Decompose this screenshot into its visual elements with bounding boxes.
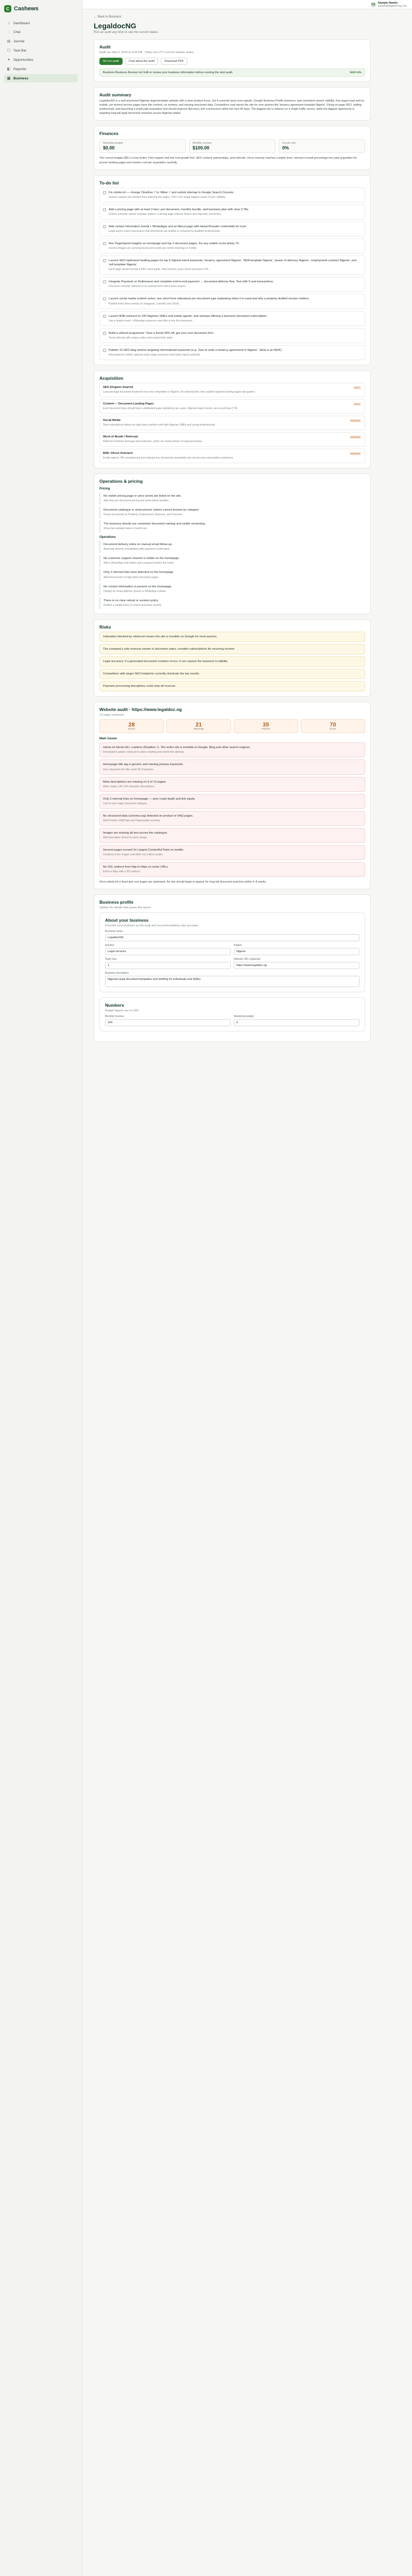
todo-item-title: Launch SEO-optimised landing pages for top 5 highest intent keywords: 'tenancy agreement Nigeria', 'NDA template Nigeria', 'power of attorney Nigeria', 'employment contract Nigeria', and 'will template Nigeria'. bbox=[109, 259, 356, 267]
acquisition-desc: Long-tail legal document keywords have low competition in Nigeria. Fix indexing first, then publish targeted landing pages and guides. bbox=[103, 390, 255, 394]
business-name-field bbox=[105, 930, 359, 941]
sidebar-item-business[interactable] bbox=[4, 74, 78, 82]
operation-desc: Group documents by Property, Employment, Business, and Personal. bbox=[104, 513, 183, 517]
field-label: Marketing budget bbox=[234, 1015, 254, 1019]
form-row bbox=[105, 958, 359, 969]
todo-item-desc: Checkout currently redirects to an external form which loses buyers. bbox=[109, 285, 186, 289]
todo-item-desc: Several images are uncompressed and scripts are render-blocking on mobile. bbox=[109, 247, 197, 250]
operation-item bbox=[99, 597, 365, 609]
acquisition-desc: Each document type should have a dedicated page explaining use cases, Nigerian legal context, and a purchase CTA. bbox=[103, 406, 238, 410]
operation-desc: Display an email address, phone or WhatsApp number. bbox=[104, 589, 167, 593]
operation-item bbox=[99, 506, 365, 518]
operation-desc: Automate delivery immediately after payment confirmation. bbox=[104, 548, 171, 551]
numbers-subtitle: Budget figures are in USD bbox=[105, 1009, 139, 1013]
page-subtitle: Run an audit any time to see the current status. bbox=[94, 31, 159, 34]
issue-item bbox=[99, 759, 365, 774]
operation-item bbox=[99, 569, 365, 581]
issue-desc: Link to each major document category. bbox=[103, 802, 147, 805]
operation-item bbox=[99, 541, 365, 553]
acquisition-name: Content — Document Landing Pages bbox=[103, 402, 154, 405]
todo-item-desc: Publish three times weekly on Instagram, LinkedIn and TikTok. bbox=[109, 302, 180, 306]
stat-label: Score bbox=[330, 728, 336, 731]
issue-item bbox=[99, 828, 365, 843]
budget-field bbox=[234, 1015, 359, 1026]
issue-item bbox=[99, 794, 365, 809]
todo-item-desc: Search crawlers are blocked from indexing key pages. This is the single biggest cause of poor visibility. bbox=[109, 195, 226, 199]
field-label: Business description bbox=[105, 972, 129, 975]
operation-item bbox=[99, 555, 365, 567]
opportunity-icon: ✦ bbox=[7, 58, 10, 62]
business-profile-card bbox=[94, 894, 371, 1042]
todo-item-title: Add a pricing page with at least 3 tiers: per-document, monthly bundle, and business plan with clear CTAs. bbox=[109, 208, 249, 211]
stat-label: Errors bbox=[128, 728, 135, 731]
todo-item-desc: Track referrals with unique codes and reward both sides. bbox=[109, 336, 174, 340]
todo-item-title: Run PageSpeed Insights on homepage and top 3 document pages. Fix any mobile score below 70. bbox=[109, 242, 240, 245]
sidebar-item-chat[interactable] bbox=[4, 28, 78, 36]
sidebar-item-opportunities[interactable] bbox=[4, 56, 78, 64]
metric-label: Growth rate bbox=[282, 142, 296, 145]
metric-value: $100.00 bbox=[193, 145, 210, 151]
business-review-notice bbox=[99, 69, 365, 77]
metric-value: 0% bbox=[282, 145, 289, 151]
content bbox=[82, 9, 412, 1057]
operation-item bbox=[99, 583, 365, 595]
priority-badge: MEDIUM bbox=[349, 452, 362, 455]
operation-desc: Publish a simple policy to reduce purchase anxiety. bbox=[104, 603, 162, 607]
stat-label: Warnings bbox=[193, 728, 204, 731]
stat-notices bbox=[234, 719, 298, 733]
revenue-input[interactable]: 100 bbox=[105, 1019, 231, 1026]
todo-item[interactable] bbox=[99, 239, 365, 253]
operation-item bbox=[99, 493, 365, 504]
brand[interactable] bbox=[4, 5, 78, 12]
operations-title: Operations & pricing bbox=[99, 478, 143, 484]
sidebar bbox=[0, 0, 82, 2576]
stat-label: Notices bbox=[262, 728, 270, 731]
home-icon: ⌂ bbox=[7, 22, 10, 25]
form-row bbox=[105, 972, 359, 987]
industry-field bbox=[105, 944, 231, 955]
checkbox-icon[interactable] bbox=[103, 191, 106, 194]
operations-card bbox=[94, 473, 371, 614]
operation-title: No customer support channel is visible on the homepage. bbox=[104, 557, 180, 561]
main bbox=[82, 0, 412, 2576]
metric-marketing-budget bbox=[99, 139, 186, 153]
issue-title: Meta descriptions are missing on 9 of 13 pages. bbox=[103, 780, 167, 784]
profile-title: Business profile bbox=[99, 900, 134, 905]
website-audit-card bbox=[94, 702, 371, 889]
acquisition-desc: Referral incentives leverage trust networks, which are strong drivers of legal purchases. bbox=[103, 439, 203, 443]
operation-desc: Show last-updated dates to build trust. bbox=[104, 527, 148, 531]
edit-info-link[interactable]: Edit info bbox=[350, 71, 362, 74]
acquisition-item bbox=[99, 449, 365, 463]
finances-card bbox=[94, 126, 371, 170]
website-footer-note: Once robots.txt is fixed and core pages are optimised, the site should begin to appear for long-tail document searches within 4–8 weeks. bbox=[99, 880, 267, 884]
user-email: sample@legaldocng.com bbox=[377, 4, 407, 8]
todo-item-desc: Each page should include a 600+ word guide, FAQ schema, and a direct purchase CTA. bbox=[109, 268, 209, 272]
operation-item bbox=[99, 520, 365, 532]
acquisition-desc: Estate agents, HR consultancies and startups buy documents repeatedly and can become subscription customers. bbox=[103, 456, 234, 460]
acquisition-name: Social Media bbox=[103, 418, 121, 422]
stat-warnings bbox=[166, 719, 231, 733]
checkbox-icon[interactable] bbox=[103, 259, 106, 262]
issue-title: Homepage title tag is generic and missing primary keywords. bbox=[103, 763, 184, 767]
reporter-icon: ◧ bbox=[7, 67, 11, 71]
summary-card bbox=[94, 87, 371, 121]
chat-icon: ◌ bbox=[7, 30, 10, 34]
checkbox-icon[interactable] bbox=[103, 315, 106, 318]
summary-title: Audit summary bbox=[99, 92, 131, 97]
todo-card bbox=[94, 175, 371, 365]
todo-item-desc: Legal buyers need reassurance that documents are drafted or reviewed by qualified professionals. bbox=[109, 229, 221, 233]
operation-title: No contact information is present on the homepage. bbox=[104, 585, 173, 588]
sidebar-item-label: Chat bbox=[13, 30, 21, 34]
todo-item-desc: Use a simple email + WhatsApp sequence and offer a free first document. bbox=[109, 319, 193, 323]
sidebar-item-label: Task Bar bbox=[13, 48, 27, 53]
form-row bbox=[105, 1015, 359, 1026]
team-size-field bbox=[105, 958, 231, 969]
todo-list bbox=[99, 188, 365, 360]
issue-title: Images are missing alt text across the catalogue. bbox=[103, 831, 168, 835]
industry-input[interactable]: Legal services bbox=[105, 948, 231, 955]
operation-title: There is no clear refund or revision policy. bbox=[104, 599, 159, 602]
team-size-input[interactable]: 1 bbox=[105, 962, 231, 969]
issue-desc: Use a keyword-rich title under 60 characters. bbox=[103, 768, 154, 771]
audit-card bbox=[94, 39, 371, 82]
sidebar-item-label: Dashboard bbox=[13, 22, 30, 25]
field-label: Website URL (optional) bbox=[234, 958, 261, 961]
acquisition-card bbox=[94, 370, 371, 468]
operation-title: No visible pricing page or price points are listed on the site. bbox=[104, 494, 182, 498]
sidebar-item-label: Opportunities bbox=[13, 58, 33, 62]
task-icon: ☐ bbox=[7, 49, 11, 53]
about-subtitle: Describe your business so the audit and recommendations stay accurate. bbox=[105, 924, 199, 928]
about-business-section bbox=[99, 912, 365, 992]
summary-text: LegaldocNG is a well-structured Nigerian legal-template website with a clear product focus, but it currently lacks trust signals, Google Business Profile presence, and consistent search visibility. Key pages load well on mobile, yet several service pages have thin content, no reviews, and missing structured data. Competitors rank above the site for core queries like 'tenancy agreement template Nigeria'. Fixing on-page SEO, adding testimonials, and launching a small paid acquisition test should improve discovery and conversions within the next 90 days. The biggest risk is reliance on a single traffic source, while the biggest opportunity is targeting long-tail legal document searches across Nigerian states. bbox=[99, 99, 365, 115]
issue-desc: Add Product, FAQPage and Organization schema. bbox=[103, 819, 161, 822]
topbar bbox=[82, 0, 412, 9]
issue-item bbox=[99, 862, 365, 877]
description-textarea[interactable]: Nigerian legal document templates and drafting for individuals and SMEs. bbox=[105, 976, 359, 987]
todo-item-title: Publish 10 SEO blog articles targeting informational keywords (e.g. 'how to write a tenancy agreement in Nigeria', 'what is an NDA'). bbox=[109, 348, 283, 352]
finances-title: Finances bbox=[99, 131, 118, 137]
finances-note: The current budget ($0) is a key limiter. Plan organic and low-cost growth first: SEO content, partnerships, and referrals. Once revenue reaches a stable level, reinvest a small percentage into paid acquisition for proven landing pages and monitor cost per acquisition carefully. bbox=[99, 157, 357, 164]
website-stats bbox=[99, 719, 365, 733]
numbers-section bbox=[99, 997, 365, 1031]
sidebar-item-task-bar[interactable] bbox=[4, 46, 78, 55]
stat-value: 70 bbox=[330, 722, 336, 728]
priority-badge: MEDIUM bbox=[349, 419, 362, 422]
issue-desc: Add descriptive alt text to every image. bbox=[103, 836, 147, 839]
checkbox-icon[interactable] bbox=[103, 208, 106, 211]
page-title: LegaldocNG bbox=[94, 22, 136, 30]
sidebar-item-reporter[interactable] bbox=[4, 65, 78, 73]
todo-item[interactable] bbox=[99, 188, 365, 202]
todo-item[interactable] bbox=[99, 256, 365, 275]
operation-title: The business should use consistent document naming and visible versioning. bbox=[104, 522, 206, 526]
risk-item: Competitors with larger SEO footprints currently dominate the top results. bbox=[99, 669, 365, 679]
operation-title: Document delivery relies on manual email follow-up. bbox=[104, 543, 173, 547]
todo-item-title: Launch social media content series: one short-form video/post per document type explaining when it is used and why a properly drafted version matters. bbox=[109, 297, 310, 301]
metric-value: $0.00 bbox=[103, 145, 115, 151]
risks-card bbox=[94, 619, 371, 697]
issue-item bbox=[99, 742, 365, 757]
sidebar-item-dashboard[interactable] bbox=[4, 20, 78, 27]
budget-input[interactable]: 0 bbox=[234, 1019, 359, 1026]
avatar: SN bbox=[371, 3, 375, 6]
acquisition-name: SEO (Organic Search) bbox=[103, 385, 133, 389]
finance-metrics bbox=[99, 139, 365, 153]
stat-score bbox=[301, 719, 365, 733]
metric-growth-rate bbox=[279, 139, 365, 153]
acquisition-desc: Short educational videos on legal topics perform well with Nigerian SMEs and young professionals. bbox=[103, 423, 216, 427]
issue-desc: Write unique 140–160 character descriptions. bbox=[103, 785, 155, 788]
acquisition-item bbox=[99, 416, 365, 430]
acquisition-item bbox=[99, 383, 365, 397]
pricing-heading: Pricing bbox=[99, 487, 110, 490]
priority-badge: MEDIUM bbox=[349, 435, 362, 439]
todo-item-title: Add contact information (email + WhatsApp) and an About page with lawyer/founder credentials for trust. bbox=[109, 225, 247, 228]
checkbox-icon[interactable] bbox=[103, 225, 106, 228]
issue-title: No SSL redirect from http to https on some URLs. bbox=[103, 866, 169, 869]
description-field bbox=[105, 972, 359, 987]
issue-desc: Immediately update robots.txt to allow crawling and submit the sitemap. bbox=[103, 751, 185, 754]
user-name: Sample Nweke bbox=[377, 1, 398, 5]
issue-title: robots.txt blocks ALL crawlers (Disallow: /). The entire site is invisible to Google, Bing and other search engines. bbox=[103, 746, 251, 750]
todo-item-title: Launch B2B outreach to 100 Nigerian SMEs and estate agents, and startups offering a business document subscription. bbox=[109, 314, 267, 318]
todo-item[interactable] bbox=[99, 345, 365, 360]
metric-label: Marketing budget bbox=[103, 142, 123, 145]
todo-item[interactable] bbox=[99, 294, 365, 309]
operation-desc: Add a WhatsApp chat button and a support email in the footer. bbox=[104, 562, 175, 565]
business-name-input[interactable]: LegaldocNG bbox=[105, 934, 359, 941]
region-field bbox=[234, 944, 359, 955]
stat-value: 28 bbox=[128, 722, 135, 728]
operation-desc: Add clear per-document pricing and subscription bundles. bbox=[104, 499, 169, 502]
operation-desc: Add internal links to high-intent document pages. bbox=[104, 575, 160, 579]
field-label: Business name bbox=[105, 930, 123, 934]
todo-item[interactable] bbox=[99, 277, 365, 292]
risks-title: Risks bbox=[99, 624, 111, 630]
cashews-logo-icon: C bbox=[4, 5, 11, 12]
user-menu[interactable] bbox=[371, 2, 407, 8]
todo-item-title: Build a referral programme: 'Give a friend 20% off, get your next document free'. bbox=[109, 331, 215, 335]
sidebar-item-label: Business bbox=[13, 76, 28, 80]
priority-badge: HIGH bbox=[353, 402, 362, 406]
user-info bbox=[378, 2, 407, 8]
acquisition-item bbox=[99, 432, 365, 447]
acquisition-name: Word of Mouth / Referrals bbox=[103, 435, 139, 438]
pages-analysed: 13 pages analysed bbox=[99, 714, 124, 717]
brand-name: Cashews bbox=[14, 6, 39, 12]
audit-meta: Audit ran May 5, 2026 at 3:04 PM · Dates are UTC Current website status. bbox=[99, 51, 195, 54]
checkbox-icon[interactable] bbox=[103, 297, 106, 300]
todo-item[interactable] bbox=[99, 328, 365, 343]
todo-item-title: Fix robots.txt — change 'Disallow: /' to 'Allow: /' and submit sitemap to Google Search Console. bbox=[109, 191, 234, 194]
risk-item: Indexation blocked by robots.txt means the site is invisible on Google for most queries. bbox=[99, 632, 365, 642]
issue-item bbox=[99, 777, 365, 792]
issue-title: No structured data (schema.org) detected on product or FAQ pages. bbox=[103, 814, 194, 818]
issue-desc: Compress hero images and defer non-critical scripts. bbox=[103, 853, 163, 857]
stat-errors bbox=[99, 719, 164, 733]
rerun-audit-button[interactable]: Re-run audit bbox=[99, 58, 123, 65]
checkbox-icon[interactable] bbox=[103, 242, 106, 245]
operation-title: Only 2 internal links were detected on the homepage. bbox=[104, 571, 174, 574]
stat-value: 21 bbox=[195, 722, 202, 728]
priority-badge: HIGH bbox=[353, 386, 362, 389]
operation-title: Document catalogue is unstructured; visitors cannot browse by category. bbox=[104, 508, 200, 512]
issue-desc: Enforce https with a 301 redirect. bbox=[103, 870, 141, 874]
todo-item[interactable] bbox=[99, 311, 365, 326]
acquisition-item bbox=[99, 399, 365, 414]
todo-title: To-do list bbox=[99, 180, 119, 185]
todo-item[interactable] bbox=[99, 222, 365, 236]
operations-heading: Operations bbox=[99, 536, 116, 539]
profile-subtitle: Update the details that power this report. bbox=[99, 906, 151, 910]
revenue-field bbox=[105, 1015, 231, 1026]
acquisition-title: Acquisition bbox=[99, 375, 124, 381]
issue-title: Several pages exceed 3s Largest Contentful Paint on mobile. bbox=[103, 848, 184, 852]
issue-item bbox=[99, 845, 365, 860]
notice-text: Business Business Review Ins! Edit or review your business information before running the next audit. bbox=[103, 71, 233, 74]
audit-title: Audit bbox=[99, 44, 111, 49]
todo-item[interactable] bbox=[99, 205, 365, 219]
website-url-input[interactable]: https://www.legaldoc.ng bbox=[234, 962, 359, 969]
audit-actions bbox=[99, 58, 365, 65]
about-title: About your business bbox=[105, 918, 149, 923]
website-audit-title: Website audit · https://www.legaldoc.ng bbox=[99, 707, 182, 713]
business-icon: ▣ bbox=[7, 77, 11, 80]
download-pdf-button[interactable]: Download PDF bbox=[161, 58, 187, 65]
todo-item-title: Integrate Paystack or Flutterwave and complete end-to-end payment → document-delivery flow. Test with 5 real transactions. bbox=[109, 280, 274, 284]
metric-label: Monthly revenue bbox=[193, 142, 212, 145]
field-label: Team size bbox=[105, 958, 117, 961]
region-select[interactable]: Nigeria bbox=[234, 948, 359, 955]
risk-item: The company's sole revenue stream is document sales; consider subscriptions for recurring income. bbox=[99, 644, 365, 654]
issue-item bbox=[99, 811, 365, 826]
checkbox-icon[interactable] bbox=[103, 280, 106, 283]
checkbox-icon[interactable] bbox=[103, 349, 106, 352]
checkbox-icon[interactable] bbox=[103, 332, 106, 335]
sidebar-item-label: Journal bbox=[13, 39, 25, 43]
main-issues-heading: Main issues bbox=[99, 737, 117, 741]
journal-icon: ▤ bbox=[7, 40, 11, 43]
stat-value: 35 bbox=[263, 722, 269, 728]
risk-item: Legal accuracy: if a generated document contains errors, it can expose the business to liability. bbox=[99, 656, 365, 667]
issue-title: Only 2 internal links on homepage — poor crawl depth and link equity. bbox=[103, 797, 196, 801]
field-label: Region bbox=[234, 944, 242, 947]
sidebar-item-journal[interactable] bbox=[4, 37, 78, 45]
form-row bbox=[105, 930, 359, 941]
todo-item-desc: Visitors currently cannot compare options; a pricing page reduces friction and improves conversion. bbox=[109, 212, 222, 216]
sidebar-item-label: Reporter bbox=[13, 67, 27, 71]
metric-monthly-revenue bbox=[189, 139, 276, 153]
acquisition-name: B2B / Direct Outreach bbox=[103, 451, 133, 455]
risk-item: Payment processing disruptions could stop all revenue. bbox=[99, 681, 365, 691]
numbers-title: Numbers bbox=[105, 1003, 124, 1008]
field-label: Industry bbox=[105, 944, 114, 947]
website-url-field bbox=[234, 958, 359, 969]
back-link[interactable]: ← Back to Business bbox=[94, 15, 122, 19]
field-label: Monthly revenue bbox=[105, 1015, 124, 1019]
form-row bbox=[105, 944, 359, 955]
todo-item-desc: Informational content captures early-stage searchers and builds topical authority. bbox=[109, 353, 201, 357]
chat-audit-button[interactable]: Chat about the audit bbox=[125, 58, 158, 65]
